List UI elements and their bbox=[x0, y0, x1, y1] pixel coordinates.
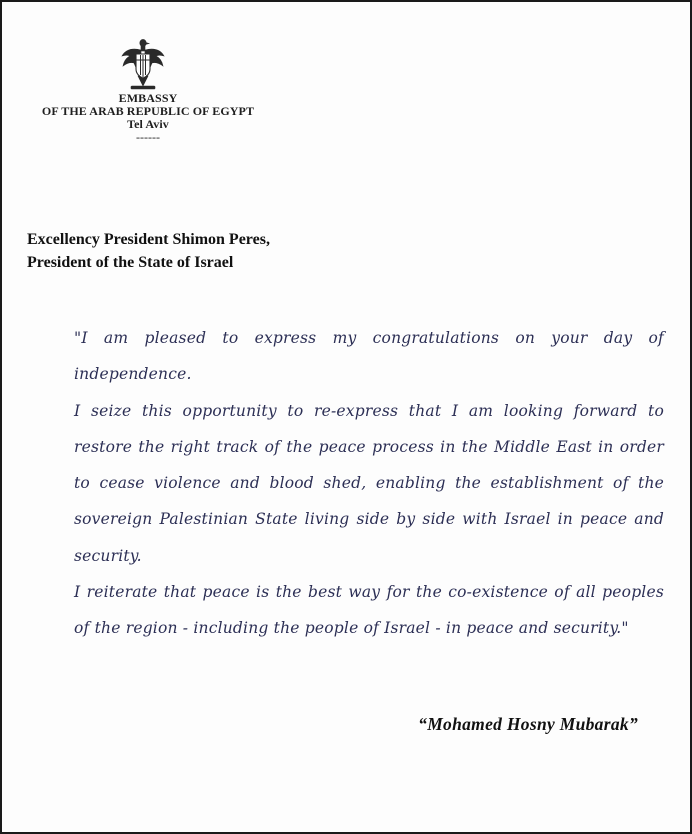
eagle-emblem-icon bbox=[119, 36, 167, 92]
message-paragraph: "I am pleased to express my congratulations on your day of independence. bbox=[74, 329, 664, 384]
letterhead-country: OF THE ARAB REPUBLIC OF EGYPT bbox=[41, 104, 255, 118]
addressee-block bbox=[27, 228, 270, 274]
message-body bbox=[74, 320, 664, 647]
letterhead-rule: ------ bbox=[136, 130, 160, 144]
letterhead-title: EMBASSY bbox=[118, 91, 178, 105]
addressee-title: President of the State of Israel bbox=[27, 254, 234, 271]
letterhead-city: Tel Aviv bbox=[127, 117, 169, 131]
message-paragraph: I reiterate that peace is the best way for the co-existence of all peoples of the region - including the people of Israel - in peace and security." bbox=[74, 583, 664, 638]
addressee-name: Excellency President Shimon Peres, bbox=[27, 231, 270, 248]
message-paragraph: I seize this opportunity to re-express that I am looking forward to restore the right track of the peace process in the Middle East in order to cease violence and blood shed, enabling the establishment of the sovereign Palestinian State living side by side with Israel in peace and security. bbox=[74, 401, 664, 565]
embassy-letterhead bbox=[20, 92, 276, 144]
signature: “Mohamed Hosny Mubarak” bbox=[418, 714, 638, 734]
